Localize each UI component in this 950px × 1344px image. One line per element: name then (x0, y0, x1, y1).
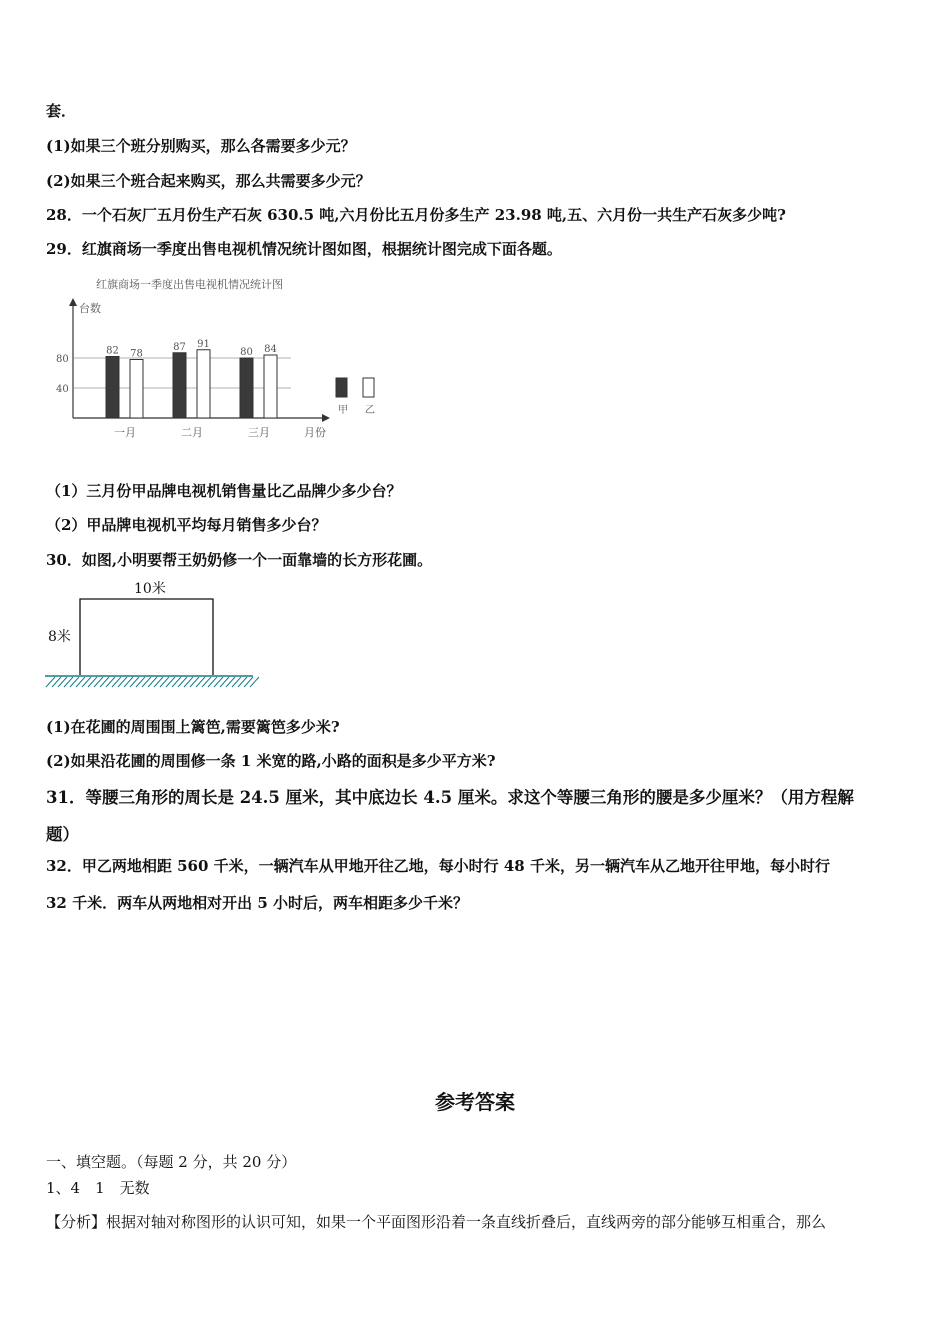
answer-1: 1、4 1 无数 (46, 1179, 150, 1197)
answer-1-analysis: 【分析】根据对轴对称图形的认识可知，如果一个平面图形沿着一条直线折叠后，直线两旁的部分能够互相重合，那么 (46, 1213, 827, 1231)
question-32-line-2: 32 千米．两车从两地相对开出 5 小时后，两车相距多少千米？ (46, 894, 468, 912)
question-29: 29．红旗商场一季度出售电视机情况统计图如图，根据统计图完成下面各题。 (46, 240, 562, 258)
question-30-part-1: (1)在花圃的周围围上篱笆,需要篱笆多少米? (46, 718, 340, 736)
garden-fence (80, 599, 213, 675)
y-axis-arrow (69, 298, 77, 306)
x-category-label: 二月 (181, 426, 203, 439)
bar-甲-二月 (173, 353, 186, 418)
bar-乙-二月 (197, 350, 210, 418)
bar-value-label: 82 (106, 345, 119, 357)
bar-乙-三月 (264, 355, 277, 418)
question-27-part-2: (2)如果三个班合起来购买，那么共需要多少元？ (46, 172, 371, 190)
legend-yi-label: 乙 (365, 405, 375, 416)
y-tick-label: 40 (56, 384, 69, 395)
answer-section-heading: 一、填空题。（每题 2 分，共 20 分） (46, 1153, 297, 1171)
question-30-part-2: (2)如果沿花圃的周围修一条 1 米宽的路,小路的面积是多少平方米? (46, 752, 496, 770)
x-category-label: 一月 (114, 426, 136, 439)
question-27-part-1: (1)如果三个班分别购买，那么各需要多少元？ (46, 137, 356, 155)
bar-甲-三月 (240, 358, 253, 418)
bar-value-label: 87 (173, 341, 186, 353)
y-tick-label: 80 (56, 354, 69, 365)
legend-jia-label: 甲 (338, 405, 348, 416)
question-28: 28．一个石灰厂五月份生产石灰 630.5 吨,六月份比五月份多生产 23.98 吨,五、六月份一共生产石灰多少吨? (46, 206, 786, 224)
answer-title: 参考答案 (435, 1090, 515, 1114)
wall-hatching (46, 677, 259, 687)
bar-value-label: 84 (264, 344, 277, 355)
bar-乙-一月 (130, 360, 143, 419)
bar-value-label: 80 (240, 347, 253, 358)
legend-jia-swatch (336, 378, 347, 397)
garden-diagram (40, 575, 270, 695)
garden-width-label: 10米 (134, 581, 166, 597)
x-axis-label: 月份 (304, 426, 326, 439)
bar-value-label: 78 (130, 348, 143, 360)
x-category-label: 三月 (248, 426, 270, 439)
chart-title: 红旗商场一季度出售电视机情况统计图 (96, 278, 283, 291)
question-31-line-1: 31．等腰三角形的周长是 24.5 厘米，其中底边长 4.5 厘米。求这个等腰三角形的腰是多少厘米？（用方程解 (46, 788, 854, 807)
y-axis-label: 台数 (79, 302, 101, 315)
question-31-line-2: 题） (46, 825, 79, 844)
question-30: 30．如图,小明要帮王奶奶修一个一面靠墙的长方形花圃。 (46, 551, 433, 569)
text-line: 套． (46, 102, 77, 120)
legend-yi-swatch (363, 378, 374, 397)
tv-sales-bar-chart (46, 270, 375, 450)
question-32-line-1: 32．甲乙两地相距 560 千米，一辆汽车从甲地开往乙地，每小时行 48 千米，另一辆汽车从乙地开往甲地，每小时行 (46, 857, 830, 875)
bar-value-label: 91 (197, 338, 210, 350)
garden-height-label: 8米 (48, 629, 71, 645)
question-29-part-1: （1）三月份甲品牌电视机销售量比乙品牌少多少台？ (46, 482, 402, 500)
question-29-part-2: （2）甲品牌电视机平均每月销售多少台？ (46, 516, 327, 534)
bar-甲-一月 (106, 357, 119, 419)
x-axis-arrow (322, 414, 330, 422)
